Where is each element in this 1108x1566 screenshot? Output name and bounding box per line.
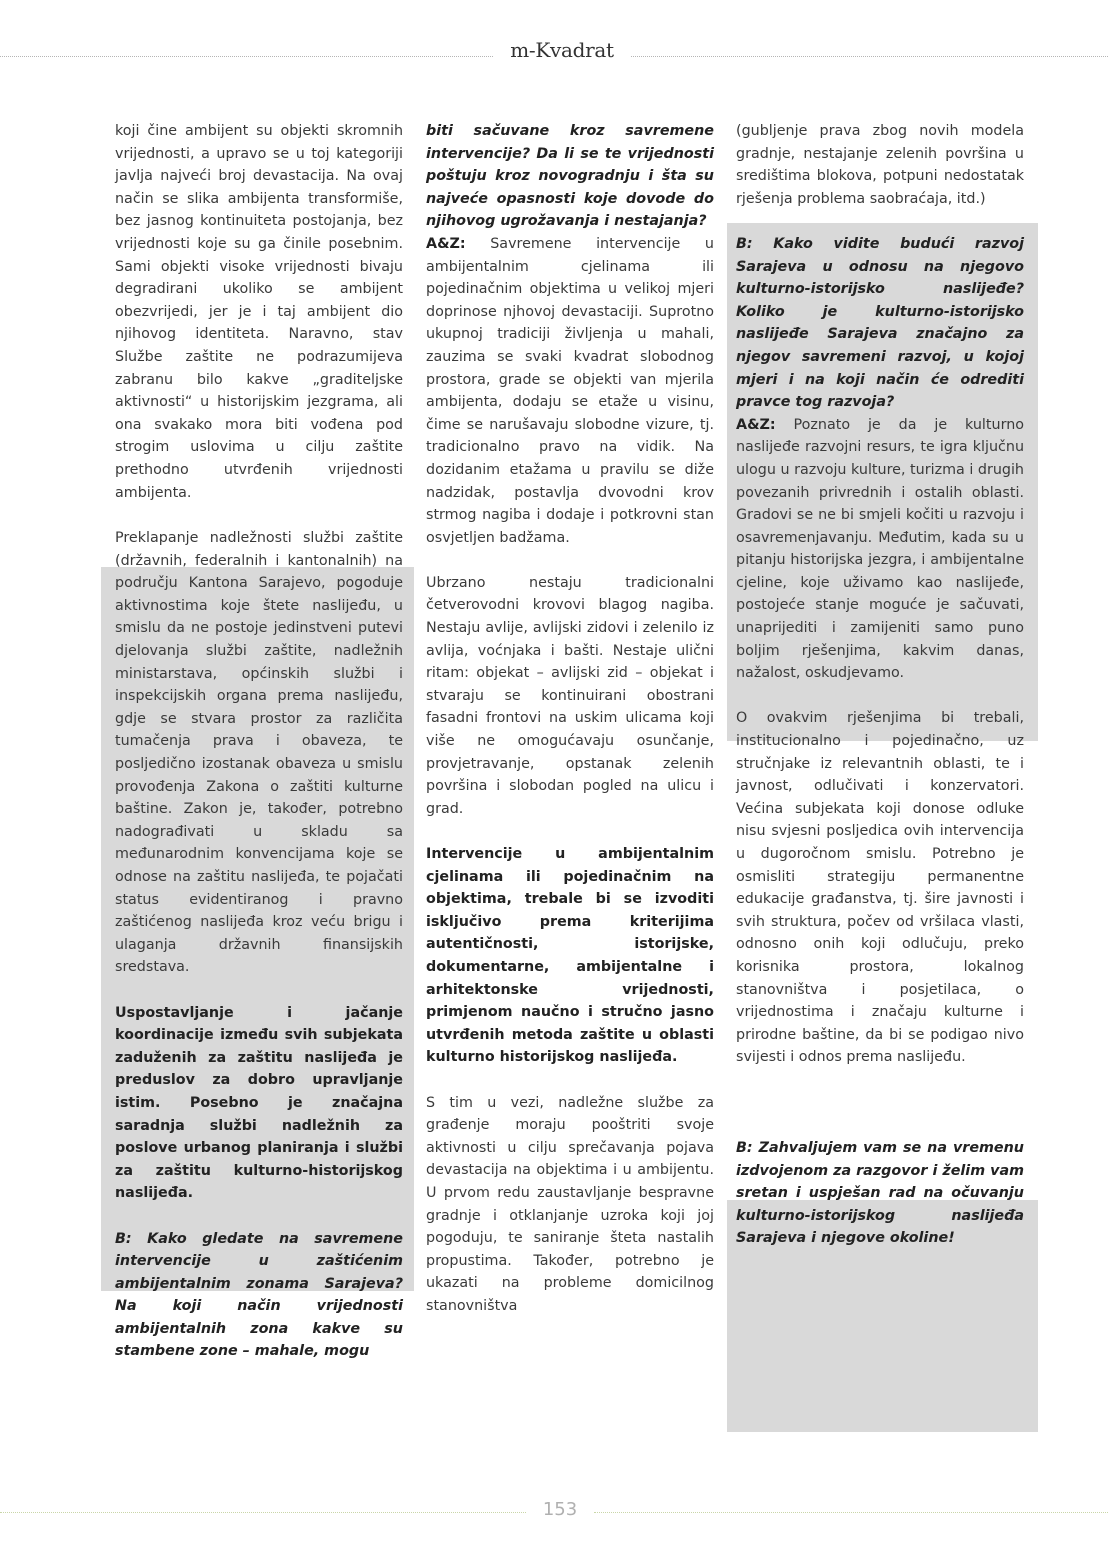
column-3 [736,120,1024,1250]
interview-question-continued: biti sačuvane kroz savremene intervencije? Da li se te vrijednosti poštuju kroz novogradnju i šta su najveće opasnosti koje dovode do njihovog ugrožavanja i nestajanja? [426,123,714,230]
column-2 [426,120,714,1317]
answer-text: Savremene intervencije u ambijentalnim cjelinama ili pojedinačnim objektima u velikoj mjeri doprinose njhovoj devastaciji. Suprotno ukupnoj tradiciji življenja u mahali, zauzima se svaki kvadrat slobodnog prostora, grade se objekti van mjerila ambijenta, dodaju se etaže u visinu, čime se narušavaju slobodne vizure, tj. tradicionalno pravo na vidik. Na dozidanim etažama u pravilu se diže nadzidak, postavlja dvovodni krov strmog nagiba i dodaje i potkrovni stan osvjetljen badžama. [426,235,714,546]
interview-question: B: Kako gledate na savremene intervencije u zaštićenim ambijentalnim zonama Sarajeva? Na koji način vrijednosti ambijentalnih zona kakve su stambene zone – mahale, mogu [115,1230,403,1360]
footer-rule-left [0,1512,526,1513]
body-paragraph: Preklapanje nadležnosti službi zaštite (državnih, federalnih i kantonalnih) na području Kantona Sarajevo, pogoduje aktivnostima koje štete naslijeđu, u smislu da ne postoje jedinstveni putevi djelovanja službi zaštite, nadležnih ministarstava, općinskih službi i inspekcijskih organa prema naslijeđu, gdje se stvara prostor za različita tumačenja prava i obaveza, te posljedično izostanak obaveza u smislu provođenja Zakona o zaštiti kulturne baštine. Zakon je, također, potrebno nadograđivati u skladu sa međunarodnim konvencijama koje se odnose na zaštitu naslijeđa, te pojačati status evidentiranog i pravno zaštićenog naslijeđa kroz veću brigu i ulaganja državnih finansijskih sredstava. [115,530,403,976]
magazine-title: m-Kvadrat [510,38,614,62]
interview-question: B: Kako vidite budući razvoj Sarajeva u odnosu na njegovo kulturno-istorijsko naslijeđe? Koliko je kulturno-istorijsko naslijeđe Sarajeva značajno za njegov savremeni razvoj, u kojoj mjeri i na koji način će odrediti pravce tog razvoja? [736,235,1024,411]
body-paragraph: koji čine ambijent su objekti skromnih vrijednosti, a upravo se u toj kategoriji javlja najveći broj devastacija. Na ovaj način se slika ambijenta transformiše, bez jasnog kontinuiteta postojanja, bez vrijednosti koje su ga činile posebnim. Sami objekti visoke vrijednosti bivaju degradirani ukoliko se ambijent obezvrijedi, jer je i taj ambijent dio njihovog identiteta. Naravno, stav Službe zaštite ne podrazumijeva zabranu bilo kakve „graditeljske aktivnosti“ u historijskim jezgrama, ali ona svakako mora biti vođena pod strogim uslovima u cilju zaštite prethodno utvrđenih vrijednosti ambijenta. [115,123,403,501]
answer-text: Poznato je da je kulturno naslijeđe razvojni resurs, te igra ključnu ulogu u razvoju kulture, turizma i drugih povezanih privrednih i ostalih oblasti. Gradovi se ne bi smjeli kočiti u razvoju i osavremenjavanju. Međutim, kada su u pitanju historijska jezgra, i ambijentalne cjeline, koje uživamo kao naslijeđe, postojeće stanje moguće je sačuvati, unaprijediti i zamijeniti samo puno boljim rješenjima, kakvim danas, nažalost, oskudjevamo. [736,416,1024,682]
answer-paragraph [736,414,1024,685]
column-1 [115,120,403,1363]
page-number: 153 [542,1499,578,1520]
answer-label: A&Z: [426,235,466,252]
body-paragraph: Ubrzano nestaju tradicionalni četverovodni krovovi blagog nagiba. Nestaju avlije, avlijski zidovi i zelenilo iz avlija, voćnjaka i bašti. Nestaje ulični ritam: objekat – avlijski zid – objekat i stvaraju se kontinuirani obostrani fasadni frontovi na uskim ulicama koji više ne omogućavaju osunčanje, provjetravanje, opstanak zelenih površina i slobodan pogled na ulicu i grad. [426,574,714,817]
body-paragraph: (gubljenje prava zbog novih modela gradnje, nestajanje zelenih površina u središtima blokova, potpuni nedostatak rješenja problema saobraćaja, itd.) [736,123,1024,207]
bold-paragraph: Intervencije u ambijentalnim cjelinama ili pojedinačnim na objektima, trebale bi se izvoditi isključivo prema kriterijima autentičnosti, istorijske, dokumentarne, ambijentalne i arhitektonske vrijednosti, primjenom naučno i stručno jasno utvrđenih metoda zaštite u oblasti kulturno historijskog naslijeđa. [426,846,714,1066]
bold-paragraph: Uspostavljanje i jačanje koordinacije između svih subjekata zaduženih za zaštitu naslijeđa je preduslov za dobro upravljanje istim. Posebno je značajna saradnja službi nadležnih za poslove urbanog planiranja i službi za zaštitu kulturno-historijskog naslijeđa. [115,1004,403,1202]
footer-rule-right [594,1512,1108,1513]
header-rule-left [0,56,493,57]
body-paragraph: S tim u vezi, nadležne službe za građenje moraju pooštriti svoje aktivnosti u cilju sprečavanja pojava devastacija na objektima i u ambijentu. U prvom redu zaustavljanje bespravne gradnje i otklanjanje uzroka koji joj pogoduju, te saniranje šteta nastalih propustima. Također, potrebno je ukazati na probleme domicilnog stanovništva [426,1094,714,1314]
answer-paragraph [426,233,714,549]
body-paragraph: O ovakvim rješenjima bi trebali, institucionalno i pojedinačno, uz stručnjake iz relevantnih oblasti, te i javnost, odlučivati i konzervatori. Većina subjekata koji donose odluke nisu svjesni posljedica ovih intervencija u dugoročnom smislu. Potrebno je osmisliti strategiju permanentne edukacije građanstva, tj. šire javnosti i svih struktura, počev od vršilaca vlasti, odnosno onih koji odlučuju, preko korisnika prostora, lokalnog stanovništva i posjetilaca, o vrijednostima i značaju kulturne i prirodne baštine, da bi se podigao nivo svijesti i odnos prema naslijeđu. [736,710,1024,1066]
header-rule-right [631,56,1108,57]
answer-label: A&Z: [736,416,776,433]
closing-remark: B: Zahvaljujem vam se na vremenu izdvojenom za razgovor i želim vam sretan i uspješan rad na očuvanju kulturno-istorijskog naslijeđa Sarajeva i njegove okoline! [736,1139,1024,1247]
